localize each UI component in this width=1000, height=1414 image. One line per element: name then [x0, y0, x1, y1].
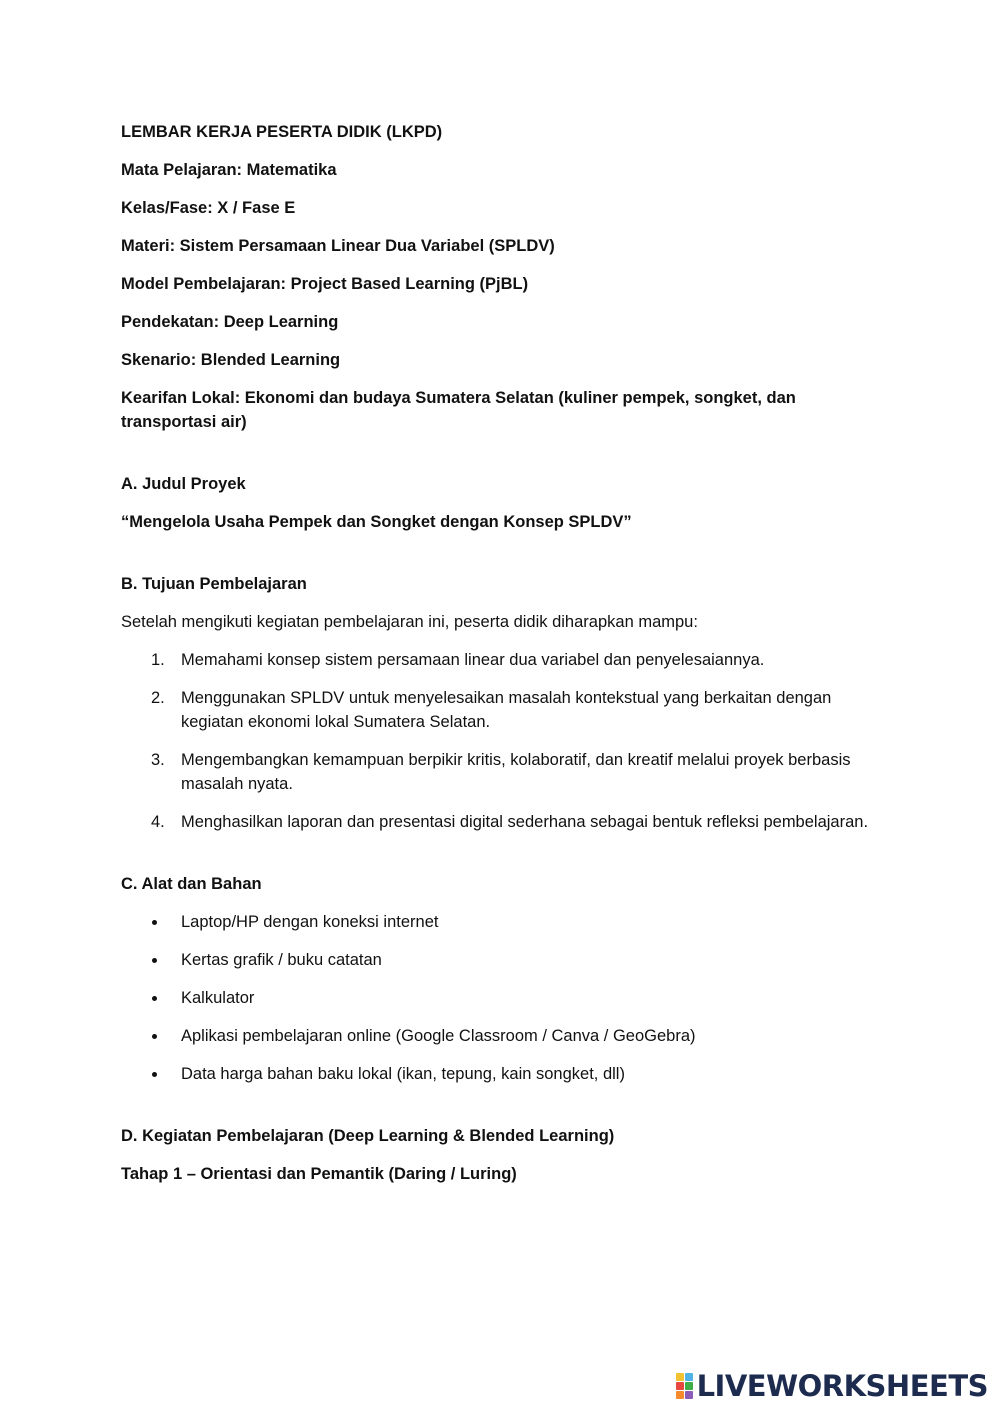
worksheet-page — [121, 120, 881, 1200]
list-item-text: Kalkulator — [181, 989, 255, 1007]
local-wisdom-line: Kearifan Lokal: Ekonomi dan budaya Sumatera Selatan (kuliner pempek, songket, dan transportasi air) — [121, 389, 796, 431]
list-item — [121, 1024, 881, 1048]
liveworksheets-logo — [676, 1368, 988, 1404]
bullet-icon — [152, 958, 157, 963]
bullet-icon — [152, 920, 157, 925]
list-item-text: Kertas grafik / buku catatan — [181, 951, 382, 969]
stage-1-heading: Tahap 1 – Orientasi dan Pemantik (Daring / Luring) — [121, 1165, 517, 1183]
list-item-text: Menggunakan SPLDV untuk menyelesaikan masalah kontekstual yang berkaitan dengan kegiatan ekonomi lokal Sumatera Selatan. — [181, 689, 832, 731]
list-item-text: Mengembangkan kemampuan berpikir kritis, kolaboratif, dan kreatif melalui proyek berbasis masalah nyata. — [181, 751, 851, 793]
list-item-text: Menghasilkan laporan dan presentasi digital sederhana sebagai bentuk refleksi pembelajaran. — [181, 813, 869, 831]
list-item — [121, 686, 881, 734]
objectives-list — [121, 648, 881, 834]
bullet-icon — [152, 1034, 157, 1039]
class-line: Kelas/Fase: X / Fase E — [121, 199, 296, 217]
project-title: “Mengelola Usaha Pempek dan Songket dengan Konsep SPLDV” — [121, 513, 632, 531]
objectives-intro: Setelah mengikuti kegiatan pembelajaran ini, peserta didik diharapkan mampu: — [121, 613, 698, 631]
approach-line: Pendekatan: Deep Learning — [121, 313, 339, 331]
list-item — [121, 810, 881, 834]
liveworksheets-logo-icon — [676, 1373, 693, 1399]
scenario-line: Skenario: Blended Learning — [121, 351, 341, 369]
list-item — [121, 748, 881, 796]
model-line: Model Pembelajaran: Project Based Learning (PjBL) — [121, 275, 529, 293]
material-line: Materi: Sistem Persamaan Linear Dua Variabel (SPLDV) — [121, 237, 555, 255]
worksheet-title: LEMBAR KERJA PESERTA DIDIK (LKPD) — [121, 123, 443, 141]
section-a-heading: A. Judul Proyek — [121, 475, 246, 493]
list-item — [121, 648, 881, 672]
section-d-heading: D. Kegiatan Pembelajaran (Deep Learning & Blended Learning) — [121, 1127, 615, 1145]
list-number: 4. — [151, 813, 165, 831]
list-number: 3. — [151, 751, 165, 769]
bullet-icon — [152, 996, 157, 1001]
section-c-heading: C. Alat dan Bahan — [121, 875, 262, 893]
list-item — [121, 910, 881, 934]
list-item — [121, 948, 881, 972]
list-item — [121, 986, 881, 1010]
list-item — [121, 1062, 881, 1086]
list-number: 1. — [151, 651, 165, 669]
bullet-icon — [152, 1072, 157, 1077]
list-item-text: Data harga bahan baku lokal (ikan, tepung, kain songket, dll) — [181, 1065, 625, 1083]
list-number: 2. — [151, 689, 165, 707]
tools-list — [121, 910, 881, 1086]
subject-line: Mata Pelajaran: Matematika — [121, 161, 337, 179]
list-item-text: Aplikasi pembelajaran online (Google Classroom / Canva / GeoGebra) — [181, 1027, 696, 1045]
section-b-heading: B. Tujuan Pembelajaran — [121, 575, 307, 593]
list-item-text: Memahami konsep sistem persamaan linear dua variabel dan penyelesaiannya. — [181, 651, 765, 669]
liveworksheets-logo-text: LIVEWORKSHEETS — [696, 1369, 988, 1403]
list-item-text: Laptop/HP dengan koneksi internet — [181, 913, 439, 931]
